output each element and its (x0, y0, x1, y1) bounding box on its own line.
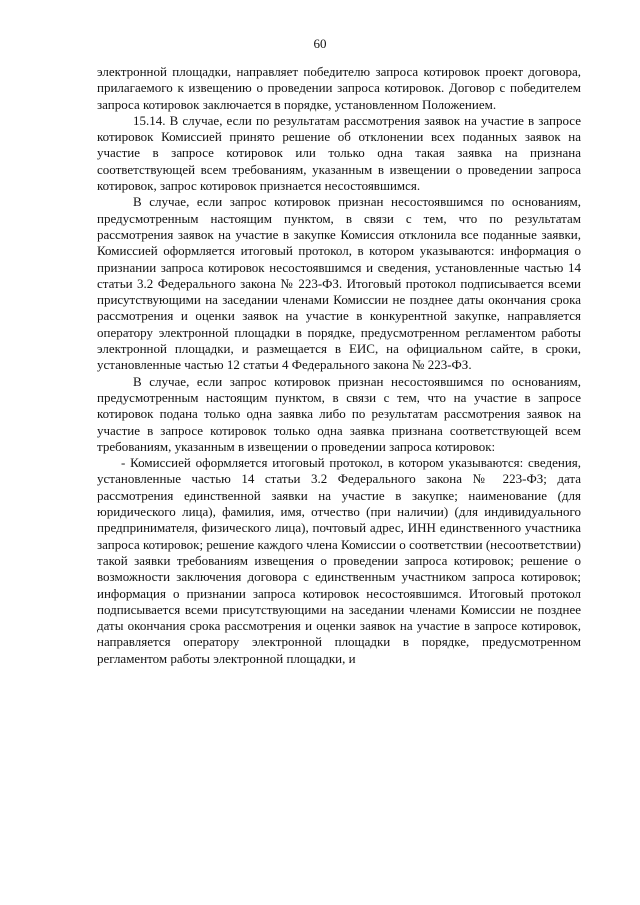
page-number: 60 (313, 36, 327, 51)
document-body (97, 64, 581, 667)
paragraph-single-application: В случае, если запрос котировок признан несостоявшимся по основаниям, предусмотренным настоящим пунктом, в связи с тем, что на участие в запросе котировок подана только одна заявка либо по результатам рассмотрения заявок на участие в запросе котировок только одна заявка признана соответствующей всем требованиям, указанным в извещении о проведении запроса котировок: (97, 373, 581, 454)
list-item-final-protocol: - Комиссией оформляется итоговый протокол, в котором указываются: сведения, установленные частью 14 статьи 3.2 Федерального закона № 223-ФЗ; дата рассмотрения единственной заявки на участие в закупке; наименование (для юридического лица), фамилия, имя, отчество (при наличии) (для индивидуального предпринимателя, физического лица), почтовый адрес, ИНН единственного участника запроса котировок; решение каждого члена Комиссии о соответствии (несоответствии) такой заявки требованиям извещения о проведении запроса котировок; решение о возможности заключения договора с единственным участником запроса котировок; информация о признании запроса котировок несостоявшимся. Итоговый протокол подписывается всеми присутствующими на заседании членами Комиссии не позднее даты окончания срока рассмотрения и оценки заявок на участие в запросе котировок, направляется оператору электронной площадки в порядке, предусмотренном регламентом работы электронной площадки, и (97, 455, 581, 666)
paragraph-clause-15-14: 15.14. В случае, если по результатам рассмотрения заявок на участие в запросе котировок Комиссией принято решение об отклонении всех поданных заявок на участие в запросе котировок или только одна такая заявка на признана соответствующей всем требованиям, указанным в извещении о проведении запроса котировок, запрос котировок признается несостоявшимся. (97, 112, 581, 194)
paragraph-contract-conclusion: электронной площадки, направляет победителю запроса котировок проект договора, прилагаемого к извещению о проведении запроса котировок. Договор с победителем запроса котировок заключается в порядке, установленном Положением. (97, 64, 581, 112)
paragraph-all-rejected: В случае, если запрос котировок признан несостоявшимся по основаниям, предусмотренным настоящим пунктом, в связи с тем, что по результатам рассмотрения заявок на участие в закупке Комиссия отклонила все поданные заявки, Комиссией оформляется итоговый протокол, в котором указываются: информация о признании запроса котировок несостоявшимся и сведения, установленные частью 14 статьи 3.2 Федерального закона № 223-ФЗ. Итоговый протокол подписывается всеми присутствующими на заседании членами Комиссии не позднее даты окончания срока рассмотрения и оценки заявок на участие в конкурентной закупке, направляется оператору электронной площадки в порядке, предусмотренном регламентом работы электронной площадки, и размещается в ЕИС, на официальном сайте, в сроки, установленные частью 12 статьи 4 Федерального закона № 223-ФЗ. (97, 194, 581, 373)
